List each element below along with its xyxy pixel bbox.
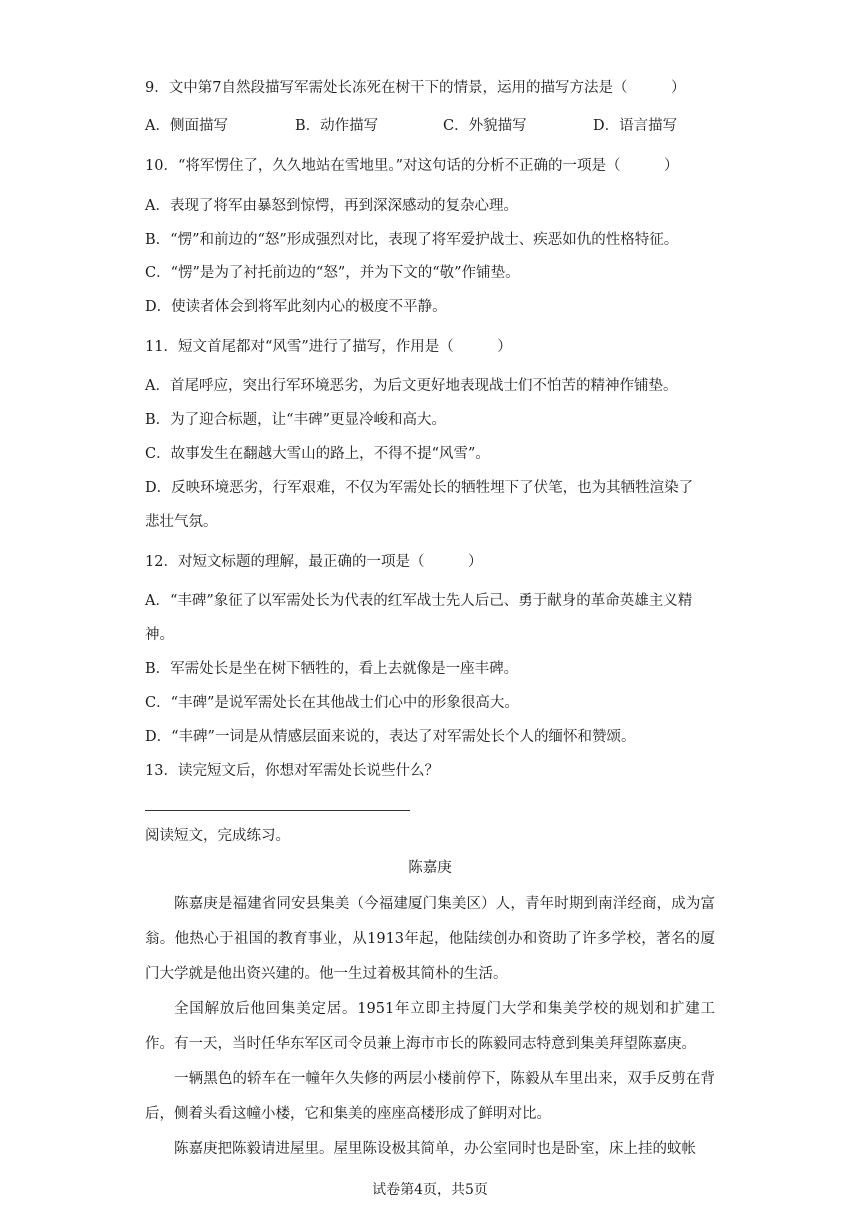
question-11-stem: 11．短文首尾都对“风雪”进行了描写，作用是（ ）: [145, 339, 512, 355]
passage-paragraph: 一辆黑色的轿车在一幢年久失修的两层小楼前停下，陈毅从车里出来，双手反剪在背后，侧着头看这幢小楼，它和集美的座座高楼形成了鲜明对比。: [145, 1071, 715, 1122]
q11-option-c: C．故事发生在翻越大雪山的路上，不得不提“风雪”。: [145, 446, 490, 462]
question-10-stem: 10．“将军愣住了，久久地站在雪地里。”对这句话的分析不正确的一项是（ ）: [145, 158, 679, 174]
q11-option-d: D．反映环境恶劣，行军艰难，不仅为军需处长的牺牲埋下了伏笔，也为其牺牲渲染了: [145, 480, 694, 496]
q9-option-a: A．侧面描写: [145, 118, 228, 134]
q9-option-c: C．外貌描写: [443, 118, 527, 134]
passage-paragraph: 陈嘉庚是福建省同安县集美（今福建厦门集美区）人，青年时期到南洋经商，成为富翁。他热心于祖国的教育事业，从1913年起，他陆续创办和资助了许多学校，著名的厦门大学就是他出资兴建的。他一生过着极其简朴的生活。: [145, 896, 715, 982]
q9-option-d: D．语言描写: [593, 118, 678, 134]
q10-option-a: A．表现了将军由暴怒到惊愕，再到深深感动的复杂心理。: [145, 198, 518, 214]
page-footer: 试卷第4页，共5页: [372, 1182, 488, 1198]
q10-option-b: B．“愣”和前边的“怒”形成强烈对比，表现了将军爱护战士、疾恶如仇的性格特征。: [145, 232, 679, 248]
reading-instruction: 阅读短文，完成练习。: [145, 828, 290, 844]
q9-option-b: B．动作描写: [295, 118, 379, 134]
q10-option-c: C．“愣”是为了衬托前边的“怒”，并为下文的“敬”作铺垫。: [145, 265, 520, 281]
q12-option-c: C．“丰碑”是说军需处长在其他战士们心中的形象很高大。: [145, 695, 519, 711]
q11-option-d-cont: 悲壮气氛。: [145, 514, 218, 530]
passage-paragraph: 全国解放后他回集美定居。1951年立即主持厦门大学和集美学校的规划和扩建工作。有一天，当时任华东军区司令员兼上海市市长的陈毅同志特意到集美拜望陈嘉庚。: [145, 1001, 715, 1052]
q10-option-d: D．使读者体会到将军此刻内心的极度不平静。: [145, 299, 447, 315]
question-9-stem: 9．文中第7自然段描写军需处长冻死在树干下的情景，运用的描写方法是（ ）: [145, 80, 686, 96]
answer-blank-line[interactable]: [145, 810, 410, 811]
question-12-stem: 12．对短文标题的理解，最正确的一项是（ ）: [145, 554, 483, 570]
passage-paragraph: 陈嘉庚把陈毅请进屋里。屋里陈设极其简单，办公室同时也是卧室，床上挂的蚊帐: [174, 1141, 696, 1157]
q12-option-b: B．军需处长是坐在树下牺牲的，看上去就像是一座丰碑。: [145, 661, 519, 677]
q11-option-b: B．为了迎合标题，让“丰碑”更显冷峻和高大。: [145, 412, 446, 428]
q12-option-d: D．“丰碑”一词是从情感层面来说的，表达了对军需处长个人的缅怀和赞颂。: [145, 729, 636, 745]
q12-option-a-cont: 神。: [145, 627, 174, 643]
q11-option-a: A．首尾呼应，突出行军环境恶劣，为后文更好地表现战士们不怕苦的精神作铺垫。: [145, 378, 678, 394]
passage-title: 陈嘉庚: [408, 860, 452, 876]
question-13-stem: 13．读完短文后，你想对军需处长说些什么？: [145, 763, 439, 779]
passage-body: [145, 887, 715, 1167]
q12-option-a: A．“丰碑”象征了以军需处长为代表的红军战士先人后己、勇于献身的革命英雄主义精: [145, 593, 693, 609]
